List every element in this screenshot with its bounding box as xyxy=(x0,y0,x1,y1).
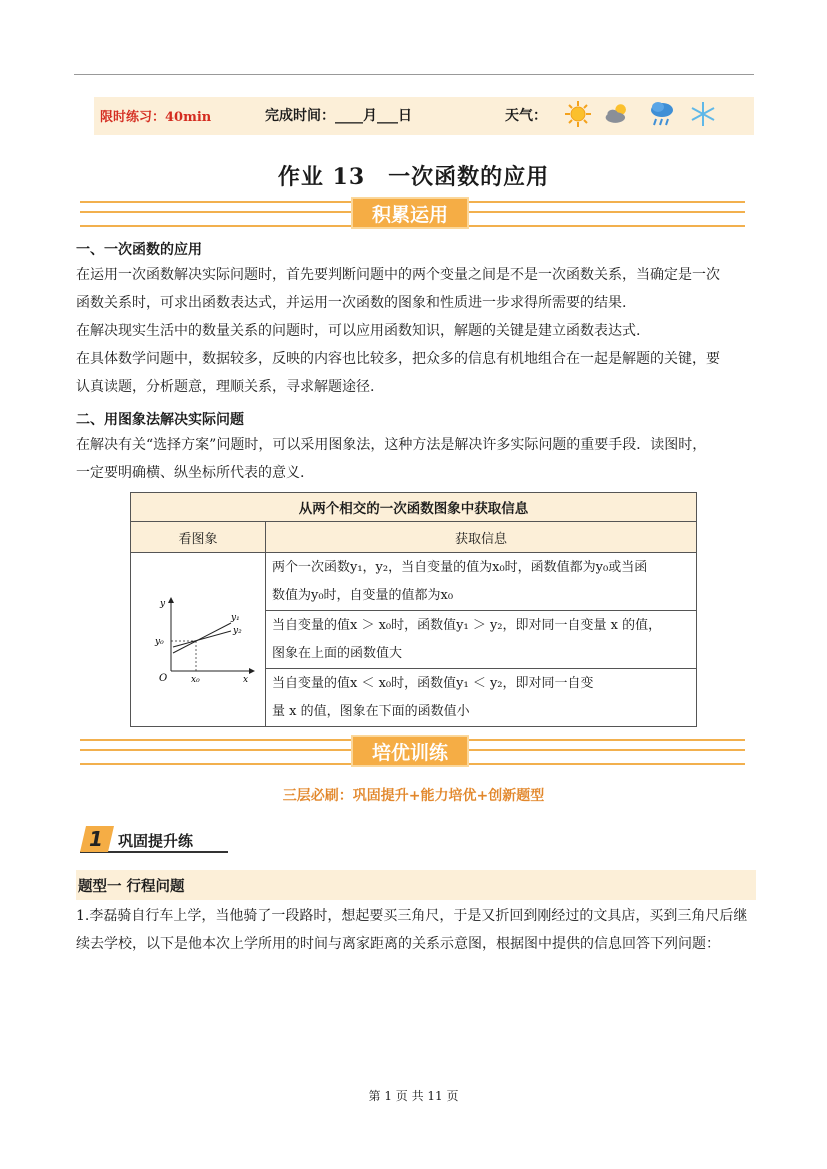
table-row xyxy=(266,611,697,669)
info-table xyxy=(130,492,697,727)
paragraph-line: 函数关系时，可求出函数表达式，并运用一次函数的图象和性质进一步求得所需要的结果. xyxy=(76,295,627,311)
header-rule xyxy=(74,74,754,75)
table-col-header: 获取信息 xyxy=(266,522,697,553)
paragraph-line: 在运用一次函数解决实际问题时，首先要判断问题中的两个变量之间是不是一次函数关系，当确定是一次 xyxy=(76,267,720,283)
table-col-header: 看图象 xyxy=(131,522,266,553)
cell-line: 图象在上面的函数值大 xyxy=(272,646,403,661)
graph-cell xyxy=(131,553,266,727)
subtitle: 三层必刷：巩固提升+能力培优+创新题型 xyxy=(282,788,545,804)
question-type-heading: 题型一 行程问题 xyxy=(78,878,185,895)
graph-label: y₁ xyxy=(231,612,240,623)
rain-cloud-icon xyxy=(647,99,677,129)
level-label: 巩固提升练 xyxy=(118,832,194,850)
cell-line: 数值为y₀时，自变量的值都为x₀ xyxy=(272,588,454,603)
question-1: 1.李磊骑自行车上学，当他骑了一段路时，想起要买三角尺，于是又折回到刚经过的文具店，买到三角尺后继续去学校，以下是他本次上学所用的时间与离家距离的关系示意图，根据图中提供的信息回答下列问题： xyxy=(76,908,748,952)
snowflake-icon xyxy=(688,99,718,129)
time-limit: 限时练习：40min xyxy=(100,110,212,125)
page-title: 作业 13 一次函数的应用 xyxy=(277,164,550,190)
completion-time: 完成时间：____月___日 xyxy=(265,108,412,124)
graph-label: x₀ xyxy=(191,674,200,683)
paragraph-line: 在具体数学问题中，数据较多，反映的内容也比较多，把众多的信息有机地组合在一起是解题的关键，要 xyxy=(76,351,720,367)
sun-icon xyxy=(563,99,593,129)
level-tab xyxy=(80,824,228,854)
paragraph-line: 一定要明确横、纵坐标所代表的意义. xyxy=(76,465,305,481)
partly-cloudy-icon xyxy=(603,99,633,129)
table-row xyxy=(266,553,697,611)
graph-label: y xyxy=(160,598,166,609)
intersecting-lines-graph xyxy=(131,593,265,683)
graph-label: y₂ xyxy=(233,625,242,636)
table-row xyxy=(266,669,697,727)
graph-label: y₀ xyxy=(155,636,164,647)
section-banner: 培优训练 xyxy=(351,735,469,767)
cell-line: 两个一次函数y₁，y₂，当自变量的值为x₀时，函数值都为y₀或当函 xyxy=(272,560,648,575)
section-heading: 一、一次函数的应用 xyxy=(76,242,202,258)
cell-line: 量 x 的值，图象在下面的函数值小 xyxy=(272,704,470,719)
page-footer: 第 1 页 共 11 页 xyxy=(368,1089,459,1103)
weather-label: 天气： xyxy=(505,108,547,124)
section-heading: 二、用图象法解决实际问题 xyxy=(76,412,244,428)
graph-label: x xyxy=(243,674,249,683)
paragraph-line: 认真读题，分析题意，理顺关系，寻求解题途径. xyxy=(76,379,375,395)
section-banner: 积累运用 xyxy=(351,197,469,229)
section-body xyxy=(76,261,750,401)
table-title: 从两个相交的一次函数图象中获取信息 xyxy=(131,493,697,522)
cell-line: 当自变量的值x ＜ x₀时，函数值y₁ ＜ y₂，即对同一自变 xyxy=(272,676,594,691)
graph-label: O xyxy=(159,672,168,683)
level-number: 1 xyxy=(89,827,103,851)
paragraph-line: 在解决现实生活中的数量关系的问题时，可以应用函数知识，解题的关键是建立函数表达式. xyxy=(76,323,641,339)
section-body xyxy=(76,431,750,487)
cell-line: 当自变量的值x ＞ x₀时，函数值y₁ ＞ y₂，即对同一自变量 x 的值， xyxy=(272,618,662,633)
paragraph-line: 在解决有关“选择方案”问题时，可以采用图象法，这种方法是解决许多实际问题的重要手段．读图时， xyxy=(76,437,707,453)
